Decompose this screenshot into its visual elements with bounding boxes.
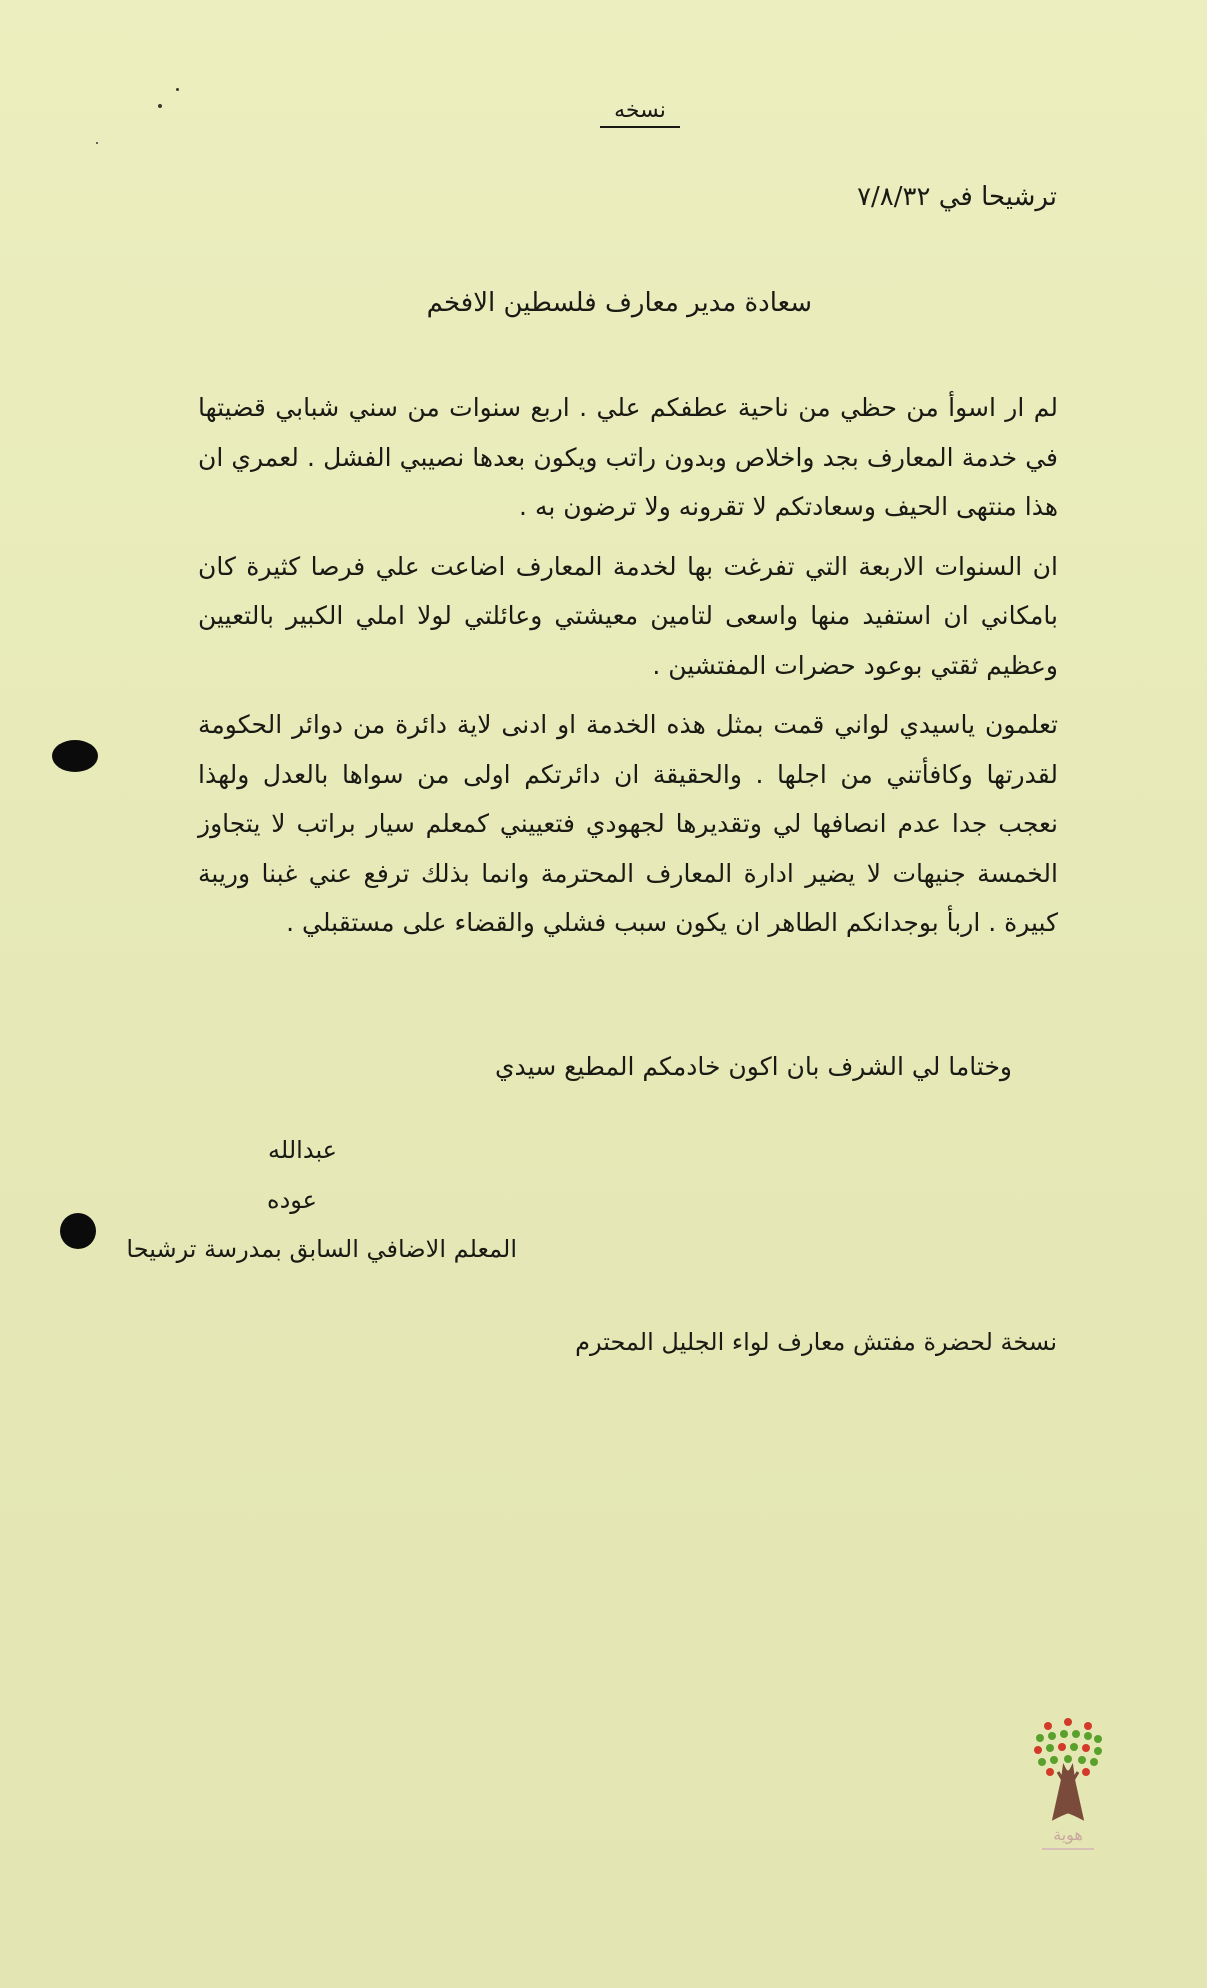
punch-hole [60,1213,96,1249]
salutation: سعادة مدير معارف فلسطين الافخم [426,288,812,318]
punch-hole [52,740,98,772]
letter-body [198,383,1058,958]
document-heading: نسخه [614,98,666,123]
cc-line: نسخة لحضرة مفتش معارف لواء الجليل المحترم [575,1328,1057,1356]
body-paragraph: تعلمون ياسيدي لواني قمت بمثل هذه الخدمة او ادنى لاية دائرة من دوائر الحكومة لقدرتها وكافأتني من اجلها . والحقيقة ان دائرتكم اولى من سواها بالعدل ولهذا نعجب جدا عدم انصافها لي وتقديرها لجهودي فتعييني كمعلم سيار براتب لا يتجاوز الخمسة جنيهات لا يضير ادارة المعارف المحترمة وانما بذلك ترفع عني غبنا وريبة كبيرة . اربأ بوجدانكم الطاهر ان يكون سبب فشلي والقضاء على مستقبلي . [198,710,1058,937]
heading-underline [600,126,680,128]
tree-logo-icon [1028,1712,1108,1858]
body-paragraph: لم ار اسوأ من حظي من ناحية عطفكم علي . اربع سنوات من سني شبابي قضيتها في خدمة المعارف بجد واخلاص وبدون راتب ويكون بعدها نصيبي الفشل . لعمري ان هذا منتهى الحيف وسعادتكم لا تقرونه ولا ترضون به . [198,393,1058,521]
paper-speck [96,142,98,144]
body-paragraph: ان السنوات الاربعة التي تفرغت بها لخدمة المعارف اضاعت علي فرصا كثيرة كان بامكاني ان استفيد منها واسعى لتامين معيشتي وعائلتي لولا املي الكبير بالتعيين وعظيم ثقتي بوعود حضرات المفتشين . [198,551,1058,680]
logo-underline [1042,1848,1094,1850]
closing-line: وختاما لي الشرف بان اكون خادمكم المطيع سيدي [494,1052,1012,1081]
place-date: ترشيحا في ٧/٨/٣٢ [857,182,1057,212]
logo-trunk [1054,1768,1082,1818]
signature-surname: عوده [267,1186,317,1214]
logo-caption: هوية [1053,1825,1083,1844]
paper-speck [158,104,162,108]
signature-title: المعلم الاضافي السابق بمدرسة ترشيحا [126,1235,517,1263]
paper-speck [176,88,179,91]
logo-leaves [1034,1718,1102,1776]
signature-name: عبدالله [268,1136,337,1164]
